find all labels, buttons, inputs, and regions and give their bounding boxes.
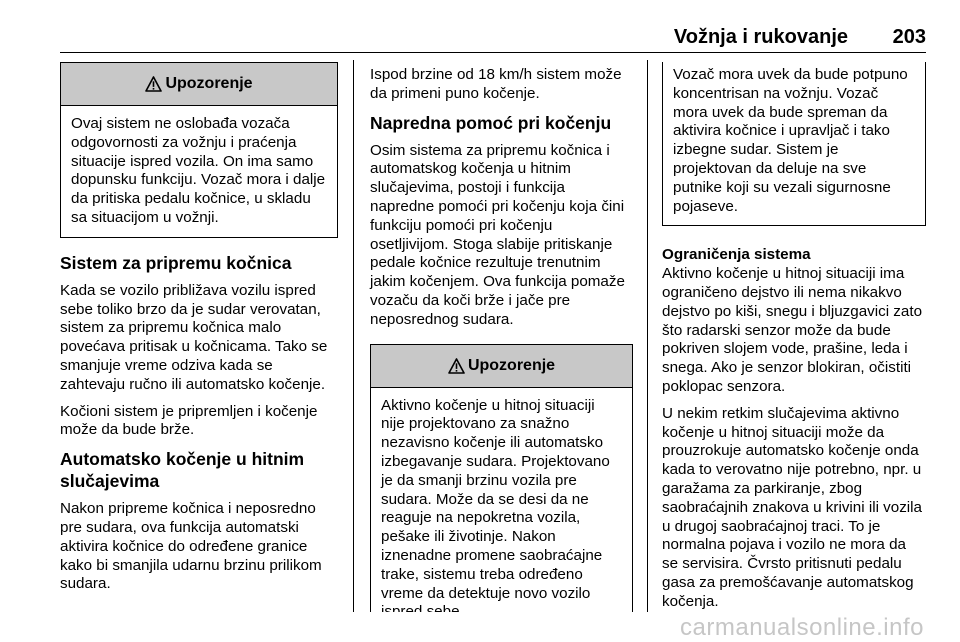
- warning-box-2: [370, 344, 633, 632]
- column-1: [60, 62, 338, 602]
- column-divider-2: [647, 60, 648, 612]
- paragraph: Osim sistema za pripremu kočnica i automatskog kočenja u hitnim slučajevima, postoji i funkcija napredne pomoći pri kočenju koja čini funkciju pomoći pri kočenju osetljivijom. Stoga slabije pritiskanje pedale kočnice rezultuje trenutnim jakim kočenjem. Ova funkcija pomaže vozaču da koči brže i jače pre neposrednog sudara.: [370, 141, 625, 328]
- warning-text: Aktivno kočenje u hitnoj situaciji nije projektovano za snažno nezavisno kočenje ili automatsko izbegavanje sudara. Projektovano je da smanji brzinu vozila pre sudara. Može da se desi da ne reaguje na nepokretna vozila, pešake ili životinje. Nakon iznenadne promene saobraćajne trake, sistemu treba određeno vreme da detektuje novo vozilo: [381, 396, 610, 602]
- paragraph: Kočioni sistem je pripremljen i kočenje može da bude brže.: [60, 402, 318, 439]
- paragraph: Kada se vozilo približava vozilu ispred sebe toliko brzo da je sudar verovatan, sistem za pripremu kočnica malo povećava pritisak u kočnicama. Tako se smanjuje vreme odziva kada se zahtevaju ručno ili automatsko kočenje.: [60, 281, 328, 393]
- warning-triangle-icon: [448, 358, 465, 374]
- paragraph: U nekim retkim slučajevima aktivno kočenje u hitnoj situaciji može da prouzrokuje automatsko kočenje onda kada to verovatno nije potrebno, npr. u garažama za parkiranje, zbog saobraćajnih znakova u krivini ili vozila u drugoj saobraćajnoj traci. To je normalna pojava i vozilo ne mora da se servisira. Čvrsto pritisnuti pedalu gasa za premošćavanje automatskog kočenja.: [662, 404, 922, 610]
- warning-title: Upozorenje: [165, 75, 253, 92]
- warning-box-1: [60, 62, 338, 238]
- column-3: [662, 62, 926, 620]
- column-divider-1: [353, 60, 354, 612]
- section-heading-advanced-brake-assist: Napredna pomoć pri kočenju: [370, 112, 612, 133]
- warning-header: [371, 345, 632, 388]
- warning-header: [61, 63, 337, 106]
- watermark: [0, 612, 960, 642]
- warning-text: Ovaj sistem ne oslobađa vozača odgovornosti za vožnju i praćenja situacije ispred vozila. On ima samo dopunsku funkciju. Vozač mora i dalje da pritiska pedalu kočnice, u skladu sa situacijom u vožnji.: [71, 115, 326, 226]
- column-2: [370, 62, 633, 631]
- warning-triangle-icon: [145, 76, 162, 92]
- section-heading-brake-prep: Sistem za pripremu kočnica: [60, 252, 292, 273]
- page-header: [0, 0, 960, 58]
- warning-text-continued: Vozač mora uvek da bude potpuno koncentrisan na vožnju. Vozač mora uvek da bude spreman da aktivira kočnice i upravljač i tako izbegne sudar. Sistem je projektovan da deluje na sve putnike koji su vezali sigurnosne pojaseve.: [673, 66, 908, 215]
- paragraph: Nakon pripreme kočnica i neposredno pre sudara, ova funkcija automatski aktivira kočnice do određene granice kako bi smanjila udarnu brzinu prilikom sudara.: [60, 500, 322, 593]
- warning-title: Upozorenje: [467, 356, 556, 374]
- header-title: Vožnja i rukovanje: [673, 26, 848, 48]
- paragraph: Ispod brzine od 18 km/h sistem može da primeni puno kočenje.: [370, 66, 622, 102]
- section-heading-system-limits: Ograničenja sistema: [662, 246, 811, 264]
- section-heading-auto-braking: Automatsko kočenje u hitnim slučajevima: [60, 449, 305, 492]
- watermark-text: carmanualsonline.info: [680, 614, 924, 641]
- warning-box-2-continued: [662, 62, 926, 226]
- paragraph: Aktivno kočenje u hitnoj situaciji ima ograničeno dejstvo ili nema nikakvo dejstvo po kiši, snegu i bljuzgavici zato što radarski senzor može da bude pokriven slojem vode, prašine, leda i snega. Ako je senzor blokiran, očistiti poklopac senzora.: [662, 265, 923, 395]
- page-number: 203: [892, 26, 926, 48]
- header-rule: [60, 52, 926, 53]
